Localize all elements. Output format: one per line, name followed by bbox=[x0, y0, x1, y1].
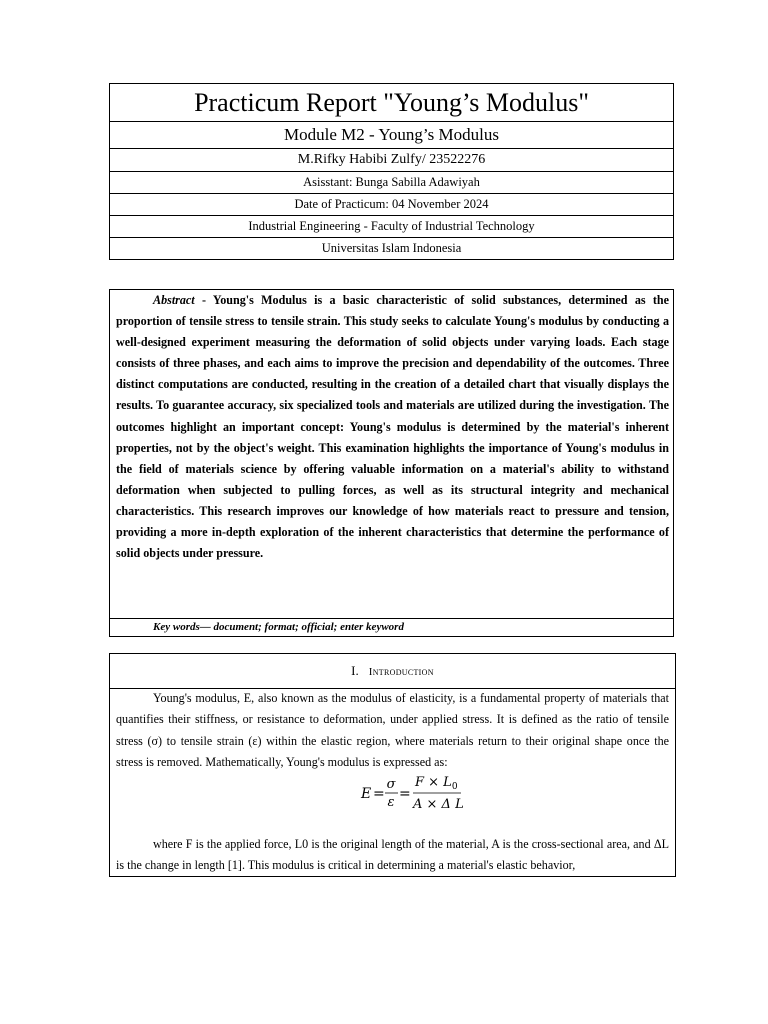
introduction-section bbox=[109, 653, 676, 877]
equation-epsilon: ε bbox=[387, 795, 395, 810]
equation-subscript-zero: 0 bbox=[451, 782, 458, 792]
section-number: I. bbox=[351, 663, 359, 678]
university: Universitas Islam Indonesia bbox=[110, 238, 674, 260]
equation-sigma: σ bbox=[386, 777, 396, 792]
equation-equals-2: = bbox=[399, 786, 411, 802]
abstract-body: Young's Modulus is a basic characteristic of solid substances, determined as the proportion of tensile stress to tensile strain. This study seeks to calculate Young's modulus by conducting a well-designed experiment measuring the deformation of solid objects under varying loads. Each stage consists of three phases, and each aims to improve the precision and dependability of the outcomes. Three distinct computations are conducted, resulting in the creation of a detailed chart that visually displays the results. To guarantee accuracy, six specialized tools and materials are utilized during the investigation. The outcomes highlight an important concept: Young's modulus is determined by the material's inherent properties, not by the object's weight. This examination highlights the importance of Young's modulus in the field of materials science by offering valuable information on a material's ability to withstand deformation when subjected to pulling forces, as well as its structural integrity and mechanical characteristics. This research improves our knowledge of how materials react to pressure and tension, providing a more in-depth exploration of the inherent characteristics that determine the performance of solid objects under pressure. bbox=[116, 293, 669, 561]
abstract-section bbox=[109, 289, 674, 637]
abstract-paragraph bbox=[116, 290, 669, 564]
module-name: Module M2 - Young’s Modulus bbox=[110, 122, 674, 149]
practicum-date: Date of Practicum: 04 November 2024 bbox=[110, 194, 674, 216]
section-heading bbox=[110, 663, 675, 679]
abstract-separator: - bbox=[194, 293, 213, 307]
assistant-name: Asisstant: Bunga Sabilla Adawiyah bbox=[110, 172, 674, 194]
author-name: M.Rifky Habibi Zulfy/ 23522276 bbox=[110, 149, 674, 172]
introduction-paragraph-1: Young's modulus, E, also known as the modulus of elasticity, is a fundamental property of materials that quantifies their stiffness, or resistance to deformation, under applied stress. It is defined as the ratio of tensile stress (σ) to tensile strain (ε) within the elastic region, where materials return to their original shape once the stress is removed. Mathematically, Young's modulus is expressed as: bbox=[116, 691, 669, 769]
equation-denominator: A × Δ L bbox=[413, 797, 464, 812]
keywords-row bbox=[110, 618, 673, 637]
header-table bbox=[109, 83, 674, 260]
department: Industrial Engineering - Faculty of Industrial Technology bbox=[110, 216, 674, 238]
section-title: Introduction bbox=[368, 666, 434, 678]
introduction-paragraph-2: where F is the applied force, L0 is the original length of the material, A is the cross-sectional area, and ΔL is the change in length [1]. This modulus is critical in determining a material's elastic behavior, bbox=[116, 837, 669, 873]
youngs-modulus-equation bbox=[355, 770, 475, 814]
equation-numerator-main: F × L bbox=[415, 775, 452, 790]
equation-equals-1: = bbox=[373, 786, 385, 802]
equation-lhs: E bbox=[361, 786, 372, 802]
equation-numerator bbox=[414, 775, 458, 792]
report-title: Practicum Report "Young’s Modulus" bbox=[110, 84, 674, 122]
abstract-label: Abstract bbox=[153, 293, 195, 307]
introduction-heading-row bbox=[110, 654, 675, 689]
keywords: Key words— document; format; official; enter keyword bbox=[153, 621, 404, 633]
